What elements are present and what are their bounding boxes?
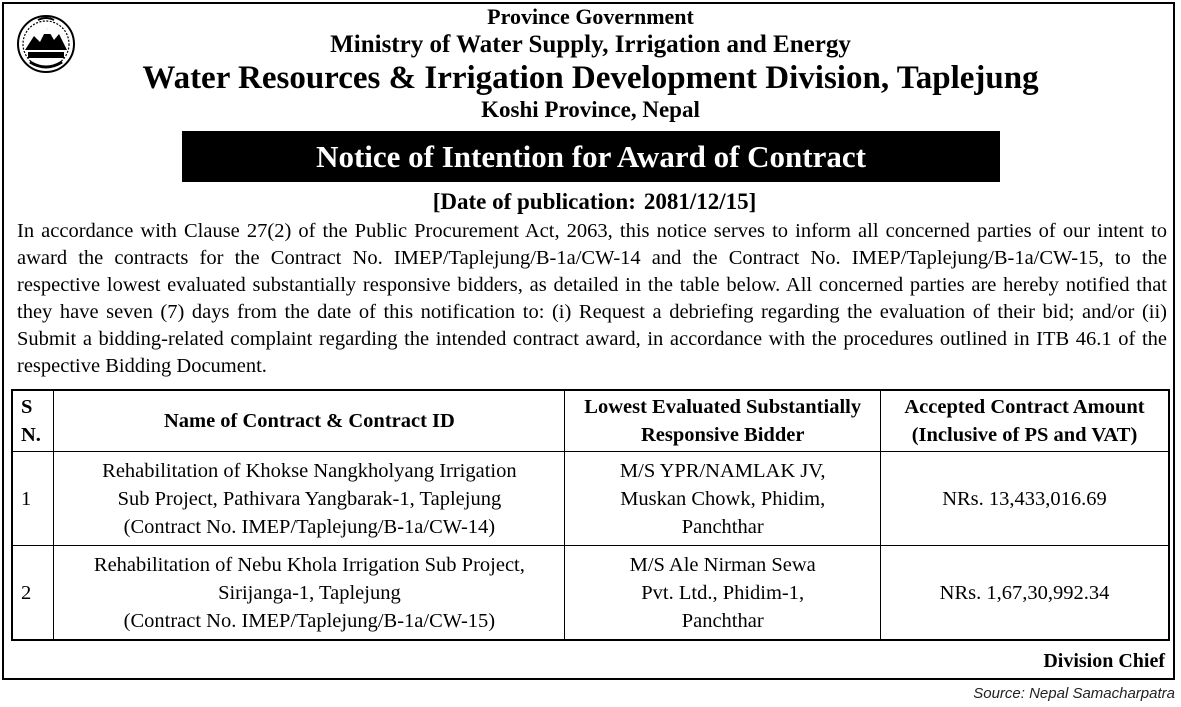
row-contract-name: Rehabilitation of Khokse Nangkholyang Irrigation Sub Project, Pathivara Yangbarak-1, Taplejung (Contract No. IMEP/Taplejung/B-1a/CW-14) bbox=[54, 452, 565, 546]
row-bidder: M/S YPR/NAMLAK JV, Muskan Chowk, Phidim, Panchthar bbox=[565, 452, 881, 546]
location-heading: Koshi Province, Nepal bbox=[481, 97, 700, 122]
notice-body-paragraph: In accordance with Clause 27(2) of the Public Procurement Act, 2063, this notice serves to inform all concerned parties of our intent to award the contracts for the Contract No. IMEP/Taplejung/B-1a/CW-14 and the Contract No. IMEP/Taplejung/B-1a/CW-15, to the respective lowest evaluated substantially responsive bidders, as detailed in the table below. All concerned parties are hereby notified that they have seven (7) days from the date of this notification to: (i) Request a debriefing regarding the evaluation of their bid; and/or (ii) Submit a bidding-related complaint regarding the intended contract award, in accordance with the procedures outlined in ITB 46.1 of the respective Bidding Document. bbox=[17, 220, 1167, 377]
row-sn: 1 bbox=[12, 452, 54, 546]
row-sn: 2 bbox=[12, 546, 54, 641]
row-amount: NRs. 13,433,016.69 bbox=[881, 452, 1170, 546]
header-bidder: Lowest Evaluated Substantially Responsive Bidder bbox=[565, 390, 881, 452]
header-amount: Accepted Contract Amount (Inclusive of PS and VAT) bbox=[881, 390, 1170, 452]
table-header-row bbox=[12, 390, 1169, 452]
row-amount: NRs. 1,67,30,992.34 bbox=[881, 546, 1170, 641]
notice-title-banner: Notice of Intention for Award of Contract bbox=[182, 131, 1000, 182]
header-contract-name: Name of Contract & Contract ID bbox=[54, 390, 565, 452]
publication-label: [Date of publication: bbox=[432, 189, 636, 214]
table-row bbox=[12, 452, 1169, 546]
publication-date-value: 2081/12/15] bbox=[643, 189, 757, 214]
table-row bbox=[12, 546, 1169, 641]
ministry-heading: Ministry of Water Supply, Irrigation and Energy bbox=[330, 31, 851, 58]
row-bidder: M/S Ale Nirman Sewa Pvt. Ltd., Phidim-1, Panchthar bbox=[565, 546, 881, 641]
row-contract-name: Rehabilitation of Nebu Khola Irrigation Sub Project, Sirijanga-1, Taplejung (Contract No. IMEP/Taplejung/B-1a/CW-15) bbox=[54, 546, 565, 641]
signature-division-chief: Division Chief bbox=[1043, 650, 1165, 672]
division-heading: Water Resources & Irrigation Development Division, Taplejung bbox=[142, 60, 1039, 96]
source-credit: Source: Nepal Samacharpatra bbox=[973, 685, 1175, 702]
province-government-heading: Province Government bbox=[487, 4, 694, 29]
header-sn: S N. bbox=[12, 390, 54, 452]
contract-award-table bbox=[11, 389, 1170, 641]
publication-date bbox=[0, 189, 1181, 215]
